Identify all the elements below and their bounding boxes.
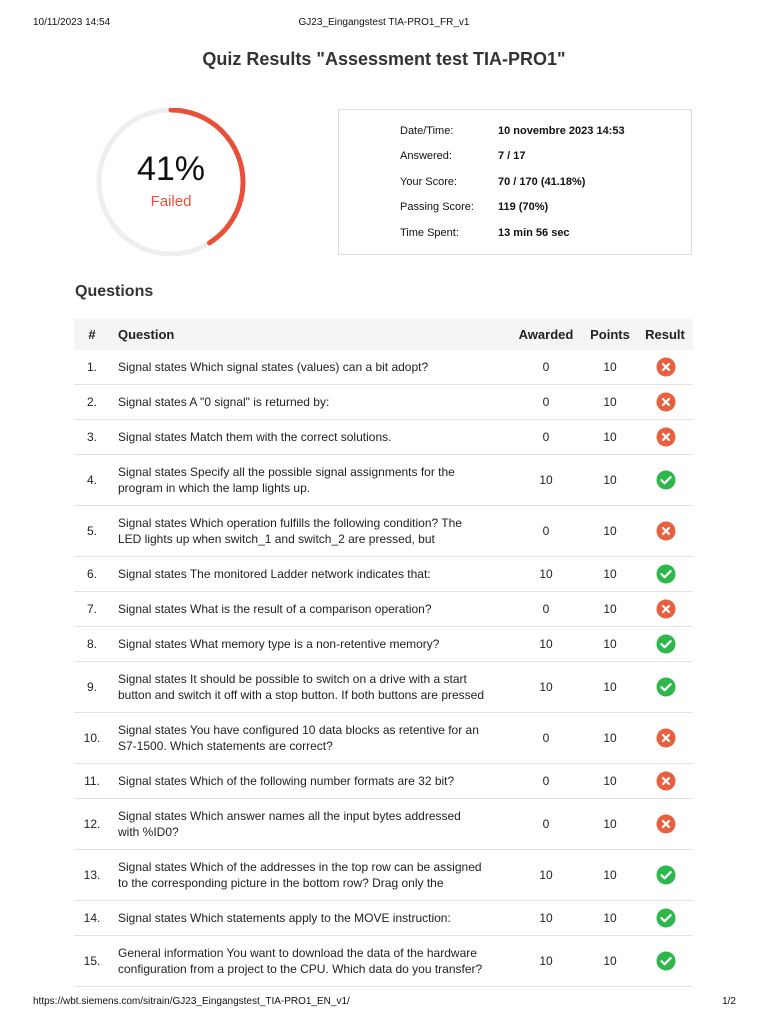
question-line: Signal states The monitored Ladder network indicates that: (118, 567, 431, 581)
points-value: 10 (603, 731, 617, 745)
question-line: Signal states It should be possible to switch on a drive with a start (118, 672, 467, 686)
points-value: 10 (603, 567, 617, 581)
check-icon (656, 677, 676, 697)
question-number: 2. (86, 395, 97, 409)
question-number: 11. (84, 774, 100, 788)
question-number: 12. (83, 817, 101, 831)
header-awarded: Awarded (518, 327, 574, 342)
awarded-value: 10 (539, 473, 553, 487)
question-line: Signal states Which signal states (values) can a bit adopt? (118, 360, 429, 374)
table-row (74, 799, 693, 850)
awarded-value: 0 (542, 731, 550, 745)
check-icon (656, 470, 676, 490)
question-line: Signal states A "0 signal" is returned by: (118, 395, 330, 409)
awarded-value: 0 (542, 774, 550, 788)
points-value: 10 (603, 954, 617, 968)
question-number: 6. (86, 567, 97, 581)
question-line: S7-1500. Which statements are correct? (118, 739, 333, 753)
summary-label: Date/Time: (400, 125, 454, 137)
awarded-value: 0 (542, 430, 550, 444)
table-row (74, 506, 693, 557)
question-text (118, 359, 508, 375)
question-text (118, 859, 508, 891)
awarded-value: 0 (542, 817, 550, 831)
table-row (74, 420, 693, 455)
question-text (118, 773, 508, 789)
question-line: Signal states You have configured 10 data blocks as retentive for an (118, 723, 479, 737)
awarded-value: 10 (539, 954, 553, 968)
print-url: https://wbt.siemens.com/sitrain/GJ23_Eingangstest_TIA-PRO1_EN_v1/ (33, 996, 350, 1007)
questions-heading: Questions (75, 283, 154, 300)
summary-value: 10 novembre 2023 14:53 (498, 125, 625, 137)
table-row (74, 385, 693, 420)
check-icon (656, 908, 676, 928)
points-value: 10 (603, 817, 617, 831)
question-number: 9. (86, 680, 97, 694)
score-gauge (93, 108, 249, 256)
question-number: 7. (86, 602, 97, 616)
check-icon (656, 564, 676, 584)
awarded-value: 10 (539, 637, 553, 651)
summary-label: Your Score: (400, 176, 458, 188)
table-row (74, 627, 693, 662)
questions-table (74, 319, 693, 987)
question-text (118, 808, 508, 840)
cross-icon (656, 427, 676, 447)
points-value: 10 (603, 524, 617, 538)
summary-label: Passing Score: (400, 201, 474, 213)
summary-label: Time Spent: (400, 227, 459, 239)
question-text (118, 601, 508, 617)
points-value: 10 (603, 774, 617, 788)
question-line: Signal states Specify all the possible signal assignments for the (118, 465, 455, 479)
table-row (74, 850, 693, 901)
awarded-value: 10 (539, 567, 553, 581)
question-number: 13. (83, 868, 101, 882)
question-number: 10. (83, 731, 101, 745)
question-line: Signal states Which answer names all the input bytes addressed (118, 809, 461, 823)
question-line: to the corresponding picture in the bottom row? Drag only the (118, 876, 444, 890)
question-text (118, 636, 508, 652)
cross-icon (656, 392, 676, 412)
page-title: Quiz Results "Assessment test TIA-PRO1" (202, 49, 566, 69)
question-line: Signal states Match them with the correct solutions. (118, 430, 392, 444)
question-number: 5. (86, 524, 97, 538)
cross-icon (656, 728, 676, 748)
check-icon (656, 865, 676, 885)
question-number: 1. (86, 360, 97, 374)
score-percent: 41% (136, 150, 206, 188)
question-line: button and switch it off with a stop button. If both buttons are pressed (118, 688, 485, 702)
awarded-value: 0 (542, 602, 550, 616)
awarded-value: 10 (539, 680, 553, 694)
question-line: General information You want to download the data of the hardware (118, 946, 477, 960)
question-text (118, 429, 508, 445)
table-row (74, 592, 693, 627)
points-value: 10 (603, 360, 617, 374)
question-line: configuration from a project to the CPU. Which data do you transfer? (118, 962, 483, 976)
print-datetime: 10/11/2023 14:54 (33, 17, 111, 28)
cross-icon (656, 771, 676, 791)
question-text (118, 910, 508, 926)
question-line: Signal states Which operation fulfills the following condition? The (118, 516, 462, 530)
cross-icon (656, 521, 676, 541)
points-value: 10 (603, 395, 617, 409)
print-doc-title: GJ23_Eingangstest TIA-PRO1_FR_v1 (298, 17, 470, 28)
question-number: 3. (86, 430, 97, 444)
cross-icon (656, 357, 676, 377)
points-value: 10 (603, 430, 617, 444)
summary-value: 119 (70%) (498, 201, 549, 213)
awarded-value: 0 (542, 360, 550, 374)
awarded-value: 0 (542, 524, 550, 538)
table-body (74, 350, 693, 987)
question-text (118, 515, 508, 547)
question-line: LED lights up when switch_1 and switch_2 are pressed, but (118, 532, 435, 546)
question-number: 15. (83, 954, 101, 968)
table-row (74, 455, 693, 506)
table-row (74, 557, 693, 592)
check-icon (656, 951, 676, 971)
print-header (0, 17, 768, 31)
question-text (118, 566, 508, 582)
points-value: 10 (603, 602, 617, 616)
awarded-value: 0 (542, 395, 550, 409)
header-num: # (88, 327, 96, 342)
cross-icon (656, 814, 676, 834)
question-number: 14. (83, 911, 101, 925)
score-status: Failed (150, 193, 192, 210)
summary-box (338, 109, 692, 255)
summary-label: Answered: (400, 150, 452, 162)
question-text (118, 394, 508, 410)
question-line: with %ID0? (118, 825, 179, 839)
print-footer (0, 996, 768, 1010)
question-number: 8. (86, 637, 97, 651)
question-text (118, 945, 508, 977)
header-question: Question (118, 327, 175, 342)
header-points: Points (590, 327, 630, 342)
points-value: 10 (603, 473, 617, 487)
summary-value: 7 / 17 (498, 150, 526, 162)
points-value: 10 (603, 637, 617, 651)
question-line: Signal states Which statements apply to the MOVE instruction: (118, 911, 451, 925)
question-line: Signal states Which of the following number formats are 32 bit? (118, 774, 455, 788)
question-line: Signal states What memory type is a non-retentive memory? (118, 637, 440, 651)
check-icon (656, 634, 676, 654)
question-text (118, 722, 508, 754)
header-result: Result (645, 327, 685, 342)
points-value: 10 (603, 911, 617, 925)
points-value: 10 (603, 868, 617, 882)
table-row (74, 901, 693, 936)
awarded-value: 10 (539, 868, 553, 882)
question-number: 4. (86, 473, 97, 487)
table-row (74, 713, 693, 764)
question-line: Signal states Which of the addresses in the top row can be assigned (118, 860, 482, 874)
summary-value: 70 / 170 (41.18%) (498, 176, 586, 188)
points-value: 10 (603, 680, 617, 694)
table-row (74, 662, 693, 713)
table-header (74, 319, 693, 350)
cross-icon (656, 599, 676, 619)
question-text (118, 464, 508, 496)
table-row (74, 350, 693, 385)
table-row (74, 936, 693, 987)
summary-value: 13 min 56 sec (498, 227, 570, 239)
awarded-value: 10 (539, 911, 553, 925)
question-line: program in which the lamp lights up. (118, 481, 311, 495)
table-row (74, 764, 693, 799)
question-line: Signal states What is the result of a comparison operation? (118, 602, 432, 616)
question-text (118, 671, 508, 703)
print-page-number: 1/2 (722, 996, 736, 1007)
